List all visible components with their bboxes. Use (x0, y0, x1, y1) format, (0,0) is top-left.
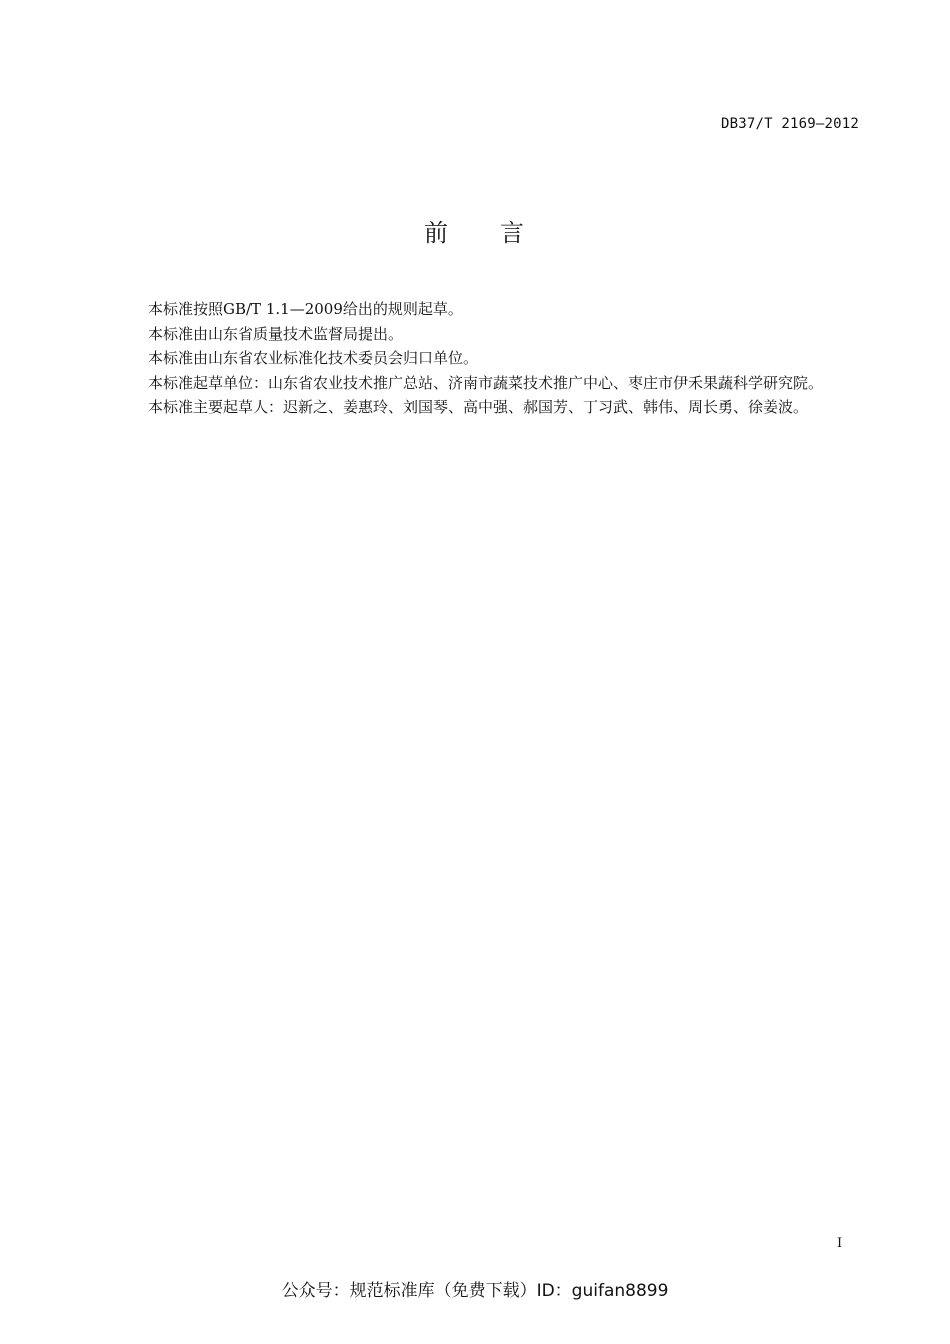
foreword-paragraph-2: 本标准由山东省质量技术监督局提出。 (148, 324, 404, 343)
foreword-body (116, 297, 861, 420)
title-left: 前 (424, 219, 450, 247)
title-right: 言 (500, 219, 526, 247)
foreword-paragraph-4: 本标准起草单位：山东省农业技术推广总站、济南市蔬菜技术推广中心、枣庄市伊禾果蔬科学研究院。 (148, 373, 824, 392)
standard-code: DB37/T 2169—2012 (720, 116, 859, 132)
page-title (0, 213, 950, 248)
foreword-paragraph-1: 本标准按照GB/T 1.1—2009给出的规则起草。 (148, 300, 463, 318)
page-number: I (837, 1236, 843, 1251)
foreword-paragraph-3: 本标准由山东省农业标准化技术委员会归口单位。 (148, 349, 479, 367)
foreword-paragraph-5: 本标准主要起草人：迟新之、姜惠玲、刘国琴、高中强、郝国芳、丁习武、韩伟、周长勇、徐姜波。 (148, 398, 809, 416)
footer-text: 公众号：规范标准库（免费下载）ID：guifan8899 (281, 1281, 669, 1301)
